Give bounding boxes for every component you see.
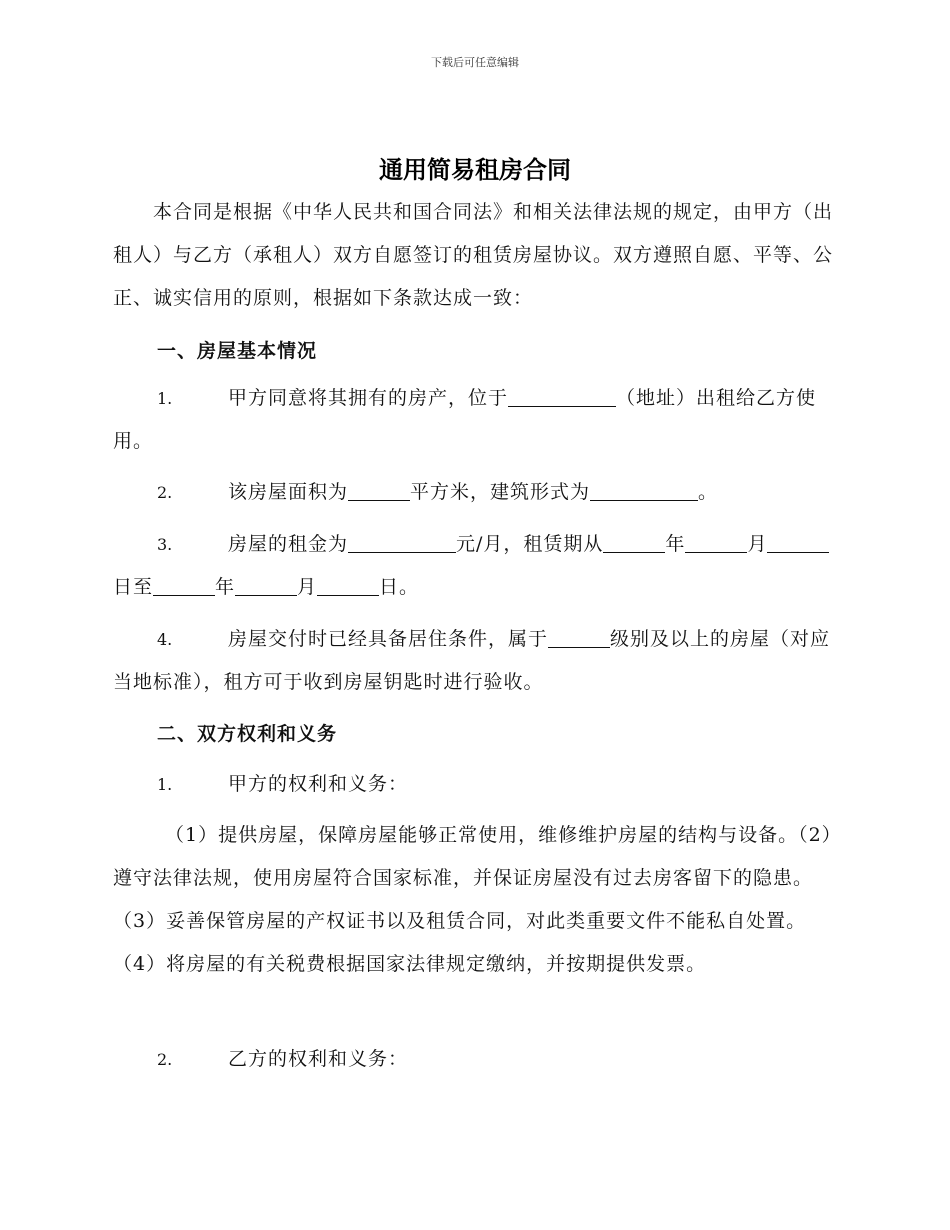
start-day-blank[interactable] — [767, 533, 829, 553]
section-1-item-3 — [113, 523, 833, 609]
item-text: 。 — [698, 481, 719, 503]
item-number: 3. — [157, 535, 173, 554]
section-2-item-1: 甲方的权利和义务： — [228, 773, 409, 795]
item-text: 年 — [215, 576, 236, 598]
item-text: 平方米，建筑形式为 — [410, 481, 591, 503]
item-text: 月 — [297, 576, 318, 598]
landlord-duties-paragraph: （1）提供房屋，保障房屋能够正常使用，维修维护房屋的结构与设备。（2）遵守法律法规，使用房屋符合国家标准，并保证房屋没有过去房客留下的隐患。（3）妥善保管房屋的产权证书以及租赁合同，对此类重要文件不能私自处置。（4）将房屋的有关税费根据国家法律规定缴纳，并按期提供发票。 — [113, 824, 833, 975]
end-year-blank[interactable] — [153, 576, 215, 596]
item-number: 1. — [157, 389, 173, 408]
item-text: 日至 — [113, 576, 154, 598]
start-month-blank[interactable] — [685, 533, 747, 553]
item-text: 房屋的租金为 — [228, 533, 349, 555]
item-text: 年 — [665, 533, 686, 555]
rent-blank[interactable] — [348, 533, 456, 553]
start-year-blank[interactable] — [603, 533, 665, 553]
item-text: 月 — [747, 533, 768, 555]
page-header: 下载后可任意编辑 — [431, 56, 519, 69]
section-2-item-2: 乙方的权利和义务： — [228, 1048, 409, 1070]
end-month-blank[interactable] — [235, 576, 297, 596]
grade-blank[interactable] — [548, 628, 610, 648]
section-1-heading: 一、房屋基本情况 — [157, 340, 318, 362]
item-number: 2. — [157, 483, 173, 502]
document-title: 通用简易租房合同 — [379, 156, 571, 184]
item-text: 元/月，租赁期从 — [456, 533, 604, 555]
item-text: 该房屋面积为 — [228, 481, 349, 503]
item-text: 级别及以上的房屋（对应当地标准），租方可于收到房屋钥匙时进行验收。 — [113, 628, 831, 693]
item-number: 4. — [157, 630, 173, 649]
section-2-heading: 二、双方权利和义务 — [157, 723, 338, 745]
item-text: 房屋交付时已经具备居住条件，属于 — [228, 628, 549, 650]
building-type-blank[interactable] — [590, 481, 698, 501]
address-blank[interactable] — [508, 387, 616, 407]
end-day-blank[interactable] — [317, 576, 379, 596]
section-1-item-1 — [113, 377, 833, 463]
section-1-item-4 — [113, 618, 833, 704]
section-1-item-2 — [113, 471, 833, 514]
area-blank[interactable] — [348, 481, 410, 501]
item-number: 1. — [157, 775, 173, 794]
item-number: 2. — [157, 1050, 173, 1069]
item-text: （地址）出租给乙方使用。 — [113, 387, 817, 452]
item-text: 日。 — [379, 576, 420, 598]
item-text: 甲方同意将其拥有的房产，位于 — [228, 387, 509, 409]
intro-paragraph: 本合同是根据《中华人民共和国合同法》和相关法律法规的规定，由甲方（出租人）与乙方（承租人）双方自愿签订的租赁房屋协议。双方遵照自愿、平等、公正、诚实信用的原则，根据如下条款达成一致： — [113, 201, 834, 309]
